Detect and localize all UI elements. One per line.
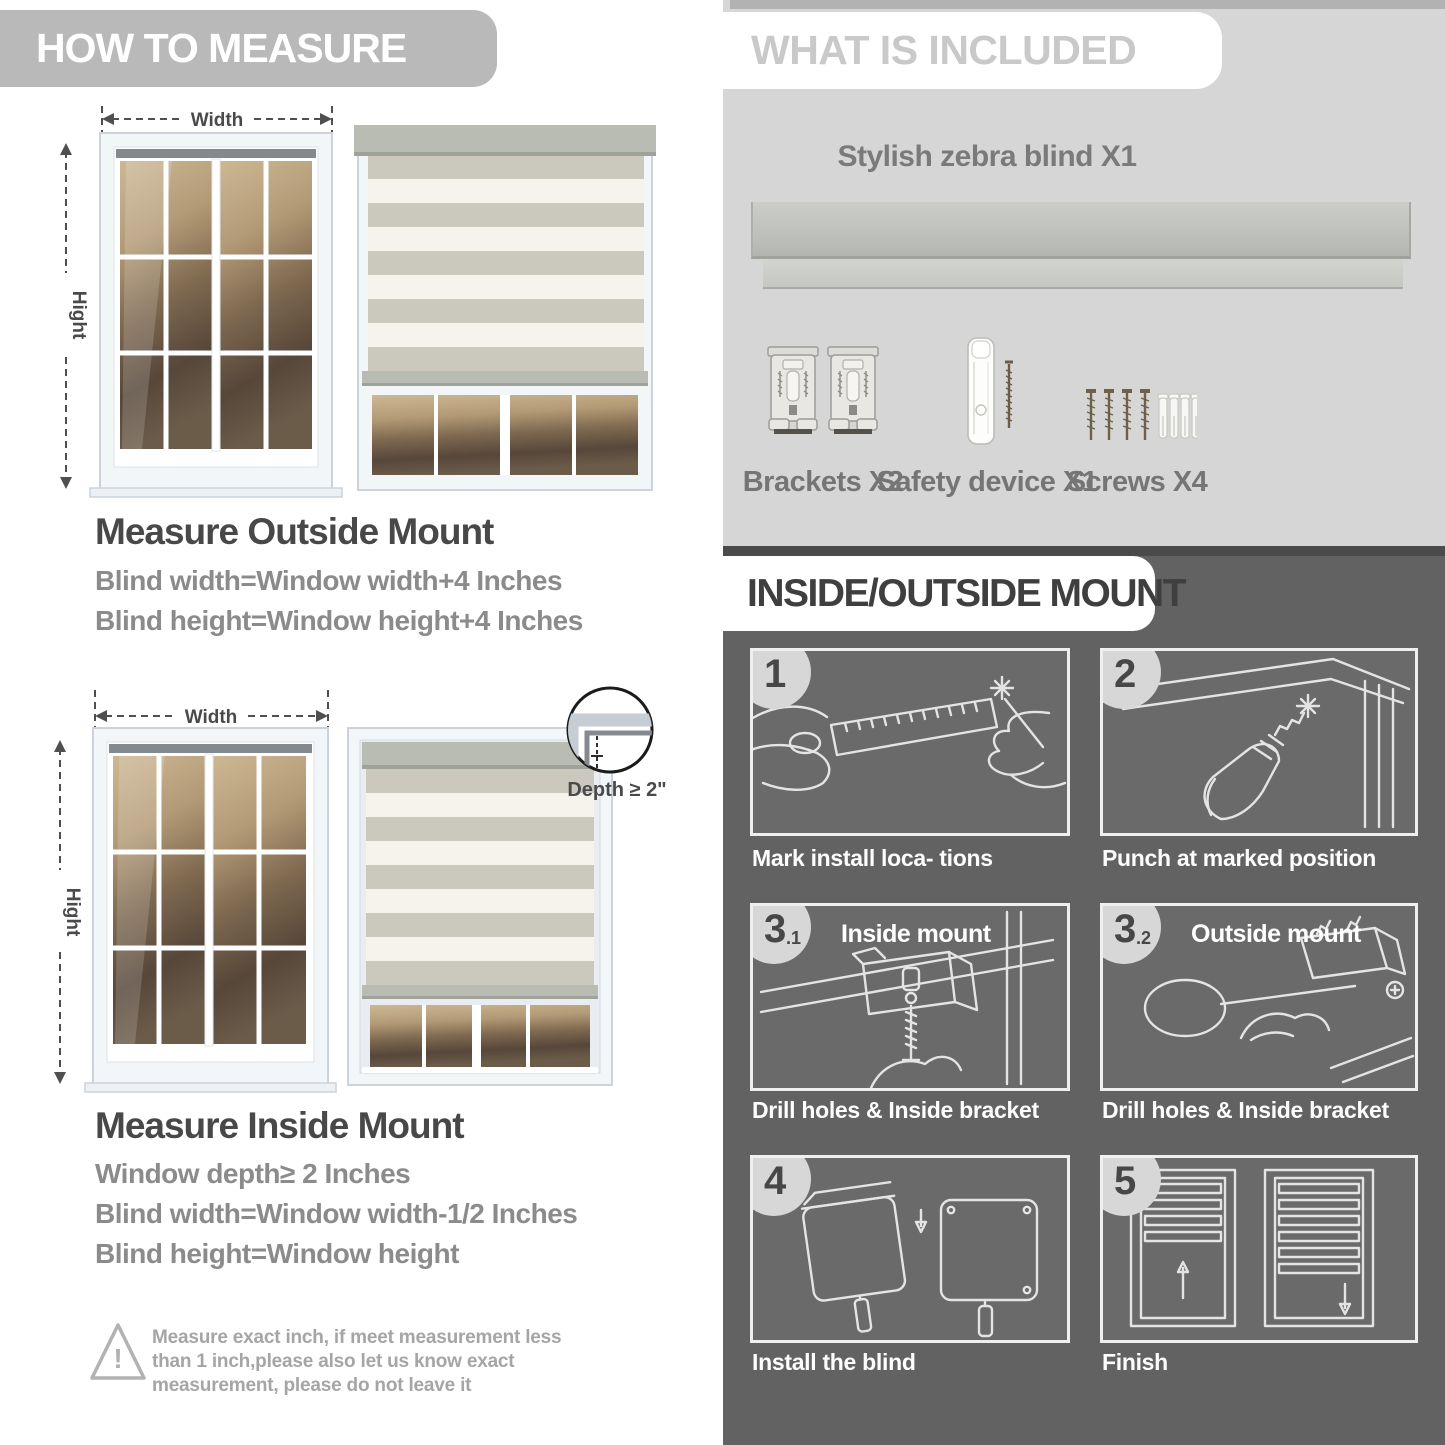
- step-3-1-caption: Drill holes & Inside bracket: [752, 1097, 1039, 1123]
- arrowhead-down-icon: [54, 1072, 66, 1084]
- warning-text-line2: than 1 inch,please also let us know exact: [152, 1351, 515, 1372]
- inside-mount-rule-width: Blind width=Window width-1/2 Inches: [95, 1198, 578, 1229]
- step-panel-4: [750, 1155, 1070, 1343]
- outside-mount-title: Measure Outside Mount: [95, 511, 494, 552]
- safety-device-icon: [962, 336, 1024, 450]
- zebra-blind-quantity-label: Stylish zebra blind X1: [837, 140, 1137, 173]
- what-is-included-banner: WHAT IS INCLUDED: [723, 12, 1222, 89]
- figure-inside-mount: [40, 686, 680, 1102]
- inside-outside-mount-banner: INSIDE/OUTSIDE MOUNT: [723, 556, 1155, 631]
- screws-label: Screws X4: [1066, 466, 1208, 498]
- width-label: Width: [190, 110, 244, 131]
- how-to-measure-banner: HOW TO MEASURE: [0, 10, 497, 87]
- hight-label: Hight: [62, 887, 83, 937]
- zebra-blind-photo: [354, 125, 656, 490]
- arrowhead-down-icon: [60, 477, 72, 489]
- window-photo: [90, 133, 342, 497]
- step-panel-2: [1100, 648, 1418, 836]
- step-panel-3-1: [750, 903, 1070, 1091]
- warning-triangle-icon: [88, 1318, 148, 1388]
- blind-headrail-lip-image: [763, 259, 1403, 289]
- section-divider-strip: [723, 546, 1445, 556]
- step-3-2-caption: Drill holes & Inside bracket: [1102, 1097, 1389, 1123]
- step-4-caption: Install the blind: [752, 1349, 916, 1375]
- warning-text-line3: measurement, please do not leave it: [152, 1375, 472, 1396]
- outside-mount-rule-width: Blind width=Window width+4 Inches: [95, 565, 563, 596]
- width-label: Width: [184, 707, 238, 728]
- depth-label: Depth ≥ 2": [567, 779, 667, 801]
- inside-mount-title: Measure Inside Mount: [95, 1105, 464, 1146]
- step-5-caption: Finish: [1102, 1349, 1168, 1375]
- screws-icon: [1083, 388, 1197, 446]
- arrowhead-up-icon: [60, 143, 72, 155]
- arrowhead-right-icon: [320, 113, 332, 125]
- step-number-badge: 3 .2: [1100, 903, 1161, 964]
- inside-mount-rule-height: Blind height=Window height: [95, 1238, 459, 1269]
- arrowhead-left-icon: [102, 113, 114, 125]
- window-photo: [85, 728, 336, 1092]
- arrowhead-right-icon: [316, 710, 328, 722]
- svg-text:!: !: [113, 1343, 123, 1374]
- hight-label: Hight: [68, 290, 89, 340]
- step-panel-1: [750, 648, 1070, 836]
- step-panel-3-2: [1100, 903, 1418, 1091]
- step-2-caption: Punch at marked position: [1102, 845, 1376, 871]
- brackets-label: Brackets X2: [742, 466, 904, 498]
- step-number-badge: 2: [1100, 648, 1161, 709]
- step-3-2-title: Outside mount: [1191, 920, 1361, 948]
- step-panel-5: [1100, 1155, 1418, 1343]
- outside-mount-rule-height: Blind height=Window height+4 Inches: [95, 605, 583, 636]
- step-number-badge: 3 .1: [750, 903, 811, 964]
- step-number-badge: 5: [1100, 1155, 1161, 1216]
- arrowhead-up-icon: [54, 740, 66, 752]
- step-1-caption: Mark install loca- tions: [752, 845, 993, 871]
- figure-outside-mount: [40, 103, 660, 500]
- inside-mount-rule-depth: Window depth≥ 2 Inches: [95, 1158, 411, 1189]
- warning-text-line1: Measure exact inch, if meet measurement less: [152, 1327, 562, 1348]
- blind-headrail-image: [751, 202, 1411, 259]
- brackets-icon: [766, 343, 880, 445]
- step-number-badge: 4: [750, 1155, 811, 1216]
- step-number-badge: 1: [750, 648, 811, 709]
- arrowhead-left-icon: [95, 710, 107, 722]
- included-top-strip: [730, 0, 1445, 9]
- step-3-1-title: Inside mount: [841, 920, 991, 948]
- safety-device-label: Safety device X1: [876, 466, 1098, 498]
